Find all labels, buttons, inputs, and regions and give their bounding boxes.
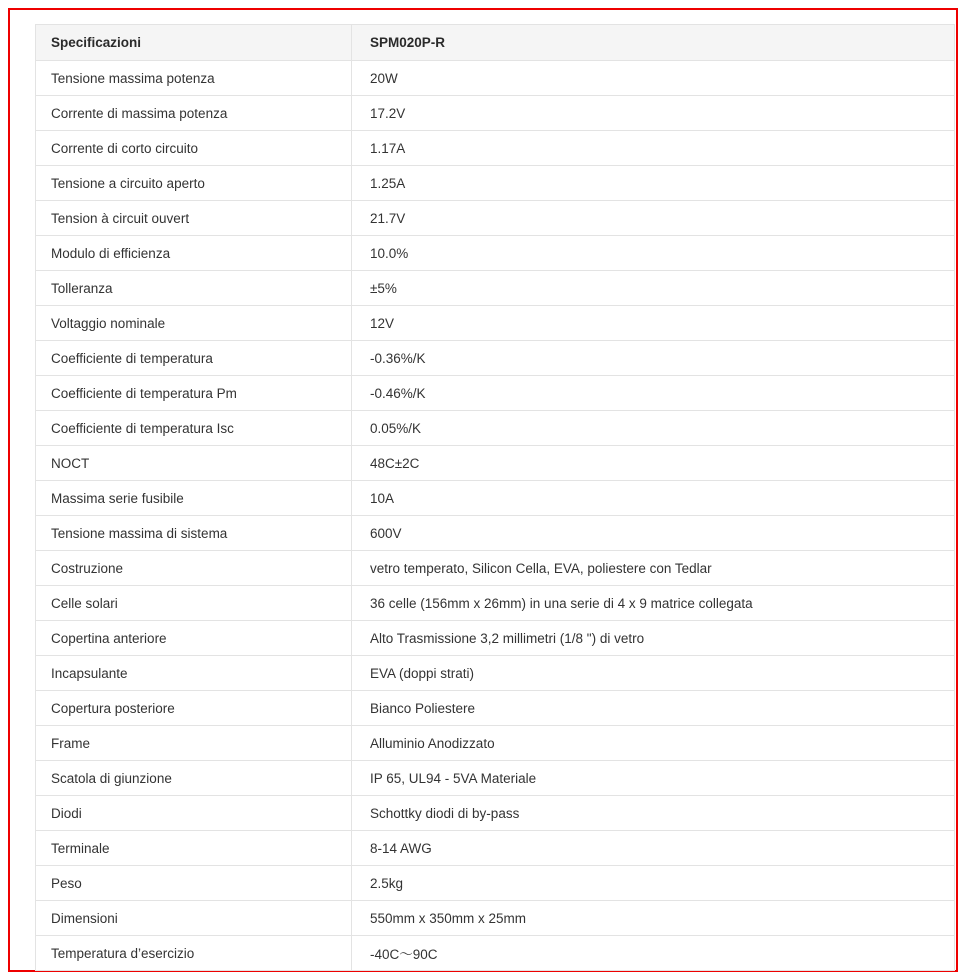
column-header-model: SPM020P-R	[352, 25, 955, 61]
spec-label-cell: Modulo di efficienza	[36, 236, 352, 271]
spec-value-cell: -0.46%/K	[352, 376, 955, 411]
spec-value-cell: IP 65, UL94 - 5VA Materiale	[352, 761, 955, 796]
spec-value-cell: 2.5kg	[352, 866, 955, 901]
spec-label-cell: Peso	[36, 866, 352, 901]
table-row	[36, 411, 955, 446]
spec-label-cell: Corrente di massima potenza	[36, 96, 352, 131]
spec-value-cell: EVA (doppi strati)	[352, 656, 955, 691]
spec-value-cell: 36 celle (156mm x 26mm) in una serie di 4 x 9 matrice collegata	[352, 586, 955, 621]
spec-label-cell: Massima serie fusibile	[36, 481, 352, 516]
spec-label-cell: Coefficiente di temperatura Isc	[36, 411, 352, 446]
spec-value-cell: 21.7V	[352, 201, 955, 236]
spec-label-cell: Tensione a circuito aperto	[36, 166, 352, 201]
spec-table	[35, 24, 955, 971]
table-row	[36, 376, 955, 411]
table-row	[36, 516, 955, 551]
table-row	[36, 901, 955, 936]
spec-value-cell: 12V	[352, 306, 955, 341]
spec-value-cell: 1.17A	[352, 131, 955, 166]
table-row	[36, 481, 955, 516]
spec-value-cell: -40C～90C	[352, 936, 955, 971]
spec-label-cell: Voltaggio nominale	[36, 306, 352, 341]
spec-value-cell: Bianco Poliestere	[352, 691, 955, 726]
spec-label-cell: Celle solari	[36, 586, 352, 621]
spec-label-cell: Tolleranza	[36, 271, 352, 306]
spec-label-cell: Coefficiente di temperatura	[36, 341, 352, 376]
table-row	[36, 621, 955, 656]
spec-value-cell: 600V	[352, 516, 955, 551]
spec-label-cell: Temperatura d’esercizio	[36, 936, 352, 971]
spec-label-cell: Incapsulante	[36, 656, 352, 691]
spec-value-cell: Alluminio Anodizzato	[352, 726, 955, 761]
spec-label-cell: Corrente di corto circuito	[36, 131, 352, 166]
spec-label-cell: NOCT	[36, 446, 352, 481]
spec-value-cell: 1.25A	[352, 166, 955, 201]
spec-value-cell: 0.05%/K	[352, 411, 955, 446]
spec-label-cell: Copertura posteriore	[36, 691, 352, 726]
table-row	[36, 341, 955, 376]
table-row	[36, 831, 955, 866]
table-row	[36, 271, 955, 306]
table-body	[36, 61, 955, 971]
table-row	[36, 306, 955, 341]
spec-label-cell: Tensione massima di sistema	[36, 516, 352, 551]
table-row	[36, 61, 955, 96]
table-row	[36, 866, 955, 901]
table-row	[36, 726, 955, 761]
spec-label-cell: Tensione massima potenza	[36, 61, 352, 96]
spec-value-cell: 20W	[352, 61, 955, 96]
highlight-frame	[8, 8, 958, 972]
table-row	[36, 656, 955, 691]
table-row	[36, 236, 955, 271]
spec-value-cell: vetro temperato, Silicon Cella, EVA, poliestere con Tedlar	[352, 551, 955, 586]
table-row	[36, 131, 955, 166]
table-row	[36, 586, 955, 621]
spec-label-cell: Tension à circuit ouvert	[36, 201, 352, 236]
spec-value-cell: -0.36%/K	[352, 341, 955, 376]
table-row	[36, 446, 955, 481]
spec-value-cell: Schottky diodi di by-pass	[352, 796, 955, 831]
spec-label-cell: Diodi	[36, 796, 352, 831]
spec-value-cell: 10A	[352, 481, 955, 516]
spec-label-cell: Costruzione	[36, 551, 352, 586]
spec-value-cell: 17.2V	[352, 96, 955, 131]
spec-label-cell: Copertina anteriore	[36, 621, 352, 656]
spec-label-cell: Terminale	[36, 831, 352, 866]
spec-value-cell: 550mm x 350mm x 25mm	[352, 901, 955, 936]
column-header-specifications: Specificazioni	[36, 25, 352, 61]
table-row	[36, 166, 955, 201]
table-row	[36, 201, 955, 236]
table-row	[36, 761, 955, 796]
table-row	[36, 96, 955, 131]
spec-label-cell: Dimensioni	[36, 901, 352, 936]
spec-label-cell: Scatola di giunzione	[36, 761, 352, 796]
table-row	[36, 691, 955, 726]
table-row	[36, 796, 955, 831]
spec-label-cell: Frame	[36, 726, 352, 761]
spec-value-cell: 48C±2C	[352, 446, 955, 481]
table-row	[36, 936, 955, 971]
spec-value-cell: 10.0%	[352, 236, 955, 271]
table-row	[36, 551, 955, 586]
spec-value-cell: 8-14 AWG	[352, 831, 955, 866]
spec-value-cell: Alto Trasmissione 3,2 millimetri (1/8 ") di vetro	[352, 621, 955, 656]
spec-value-cell: ±5%	[352, 271, 955, 306]
spec-label-cell: Coefficiente di temperatura Pm	[36, 376, 352, 411]
table-header-row	[36, 25, 955, 61]
